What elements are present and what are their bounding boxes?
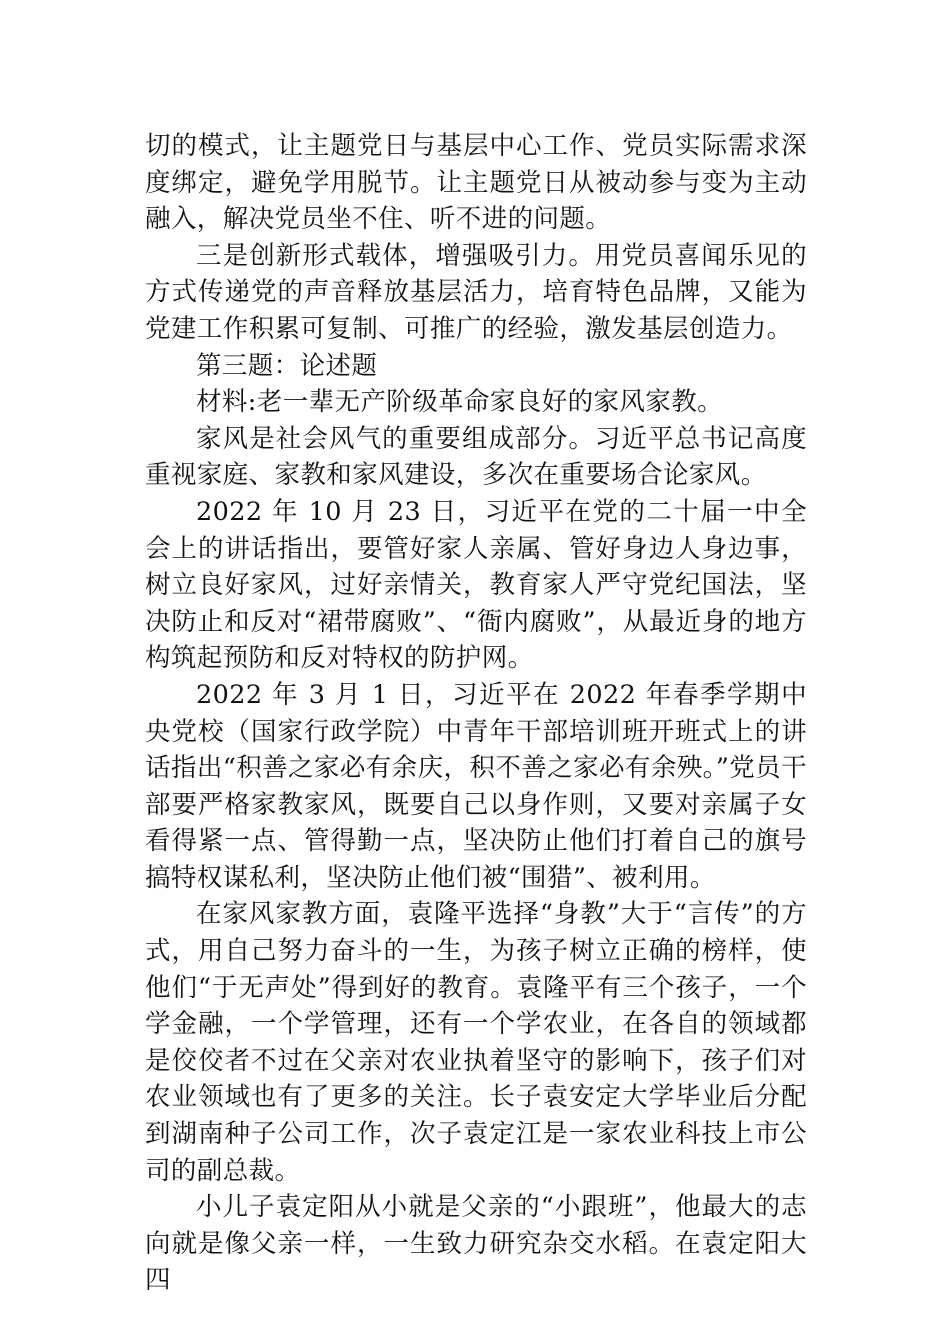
paragraph: 小儿子袁定阳从小就是父亲的“小跟班”，他最大的志向就是像父亲一样，一生致力研究杂交水稻。在袁定阳大四 bbox=[145, 1192, 807, 1296]
paragraph-continued: 切的模式，让主题党日与基层中心工作、党员实际需求深度绑定，避免学用脱节。让主题党日从被动参与变为主动融入，解决党员坐不住、听不进的问题。 bbox=[145, 131, 807, 235]
paragraph: 在家风家教方面，袁隆平选择“身教”大于“言传”的方式，用自己努力奋斗的一生，为孩子树立正确的榜样，使他们“于无声处”得到好的教育。袁隆平有三个孩子，一个学金融，一个学管理，还有一个学农业，在各自的领域都是佼佼者不过在父亲对农业执着坚守的影响下，孩子们对农业领域也有了更多的关注。长子袁安定大学毕业后分配到湖南种子公司工作，次子袁定江是一家农业科技上市公司的副总裁。 bbox=[145, 899, 807, 1186]
paragraph: 家风是社会风气的重要组成部分。习近平总书记高度重视家庭、家教和家风建设，多次在重要场合论家风。 bbox=[145, 423, 807, 491]
section-heading: 第三题：论述题 bbox=[196, 350, 378, 381]
material-line: 材料:老一辈无产阶级革命家良好的家风家教。 bbox=[196, 387, 723, 418]
paragraph: 2022 年 3 月 1 日，习近平在 2022 年春季学期中央党校（国家行政学院）中青年干部培训班开班式上的讲话指出“积善之家必有余庆，积不善之家必有余殃。”党员干部要严格家教家风，既要自己以身作则，又要对亲属子女看得紧一点、管得勤一点，坚决防止他们打着自己的旗号搞特权谋私利，坚决防止他们被“围猎”、被利用。 bbox=[145, 679, 807, 893]
paragraph: 2022 年 10 月 23 日，习近平在党的二十届一中全会上的讲话指出，要管好家人亲属、管好身边人身边事，树立良好家风，过好亲情关，教育家人严守党纪国法，坚决防止和反对“裙带腐败”、“衙内腐败”，从最近身的地方构筑起预防和反对特权的防护网。 bbox=[145, 496, 807, 674]
paragraph: 三是创新形式载体，增强吸引力。用党员喜闻乐见的方式传递党的声音释放基层活力，培育特色品牌，又能为党建工作积累可复制、可推广的经验，激发基层创造力。 bbox=[145, 240, 807, 344]
document-page bbox=[145, 128, 807, 1299]
